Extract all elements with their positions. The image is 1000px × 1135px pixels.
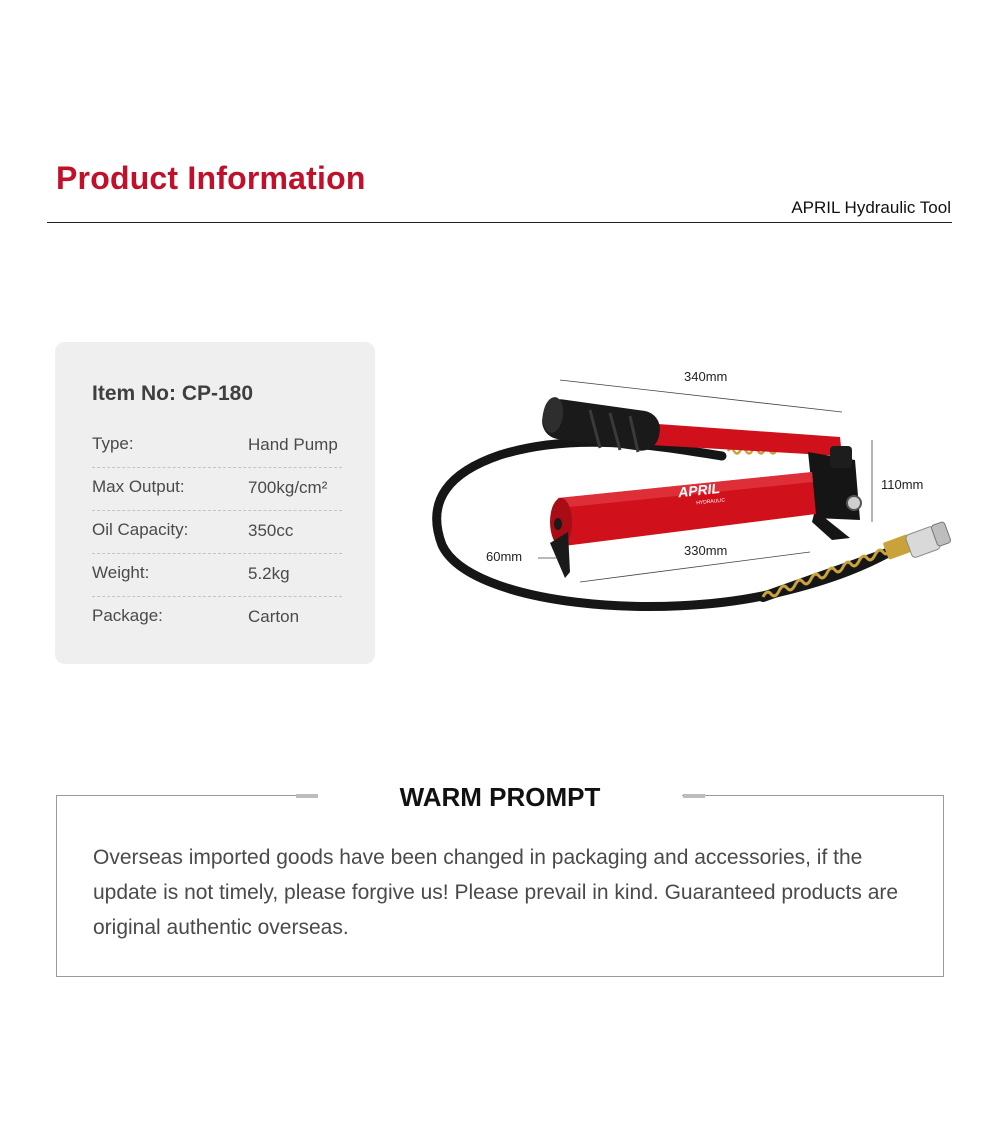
spec-row-package bbox=[92, 596, 342, 639]
pump-head bbox=[808, 446, 861, 540]
spec-value: 5.2kg bbox=[248, 564, 290, 583]
spec-card bbox=[55, 342, 375, 664]
spec-row-oil-capacity bbox=[92, 510, 342, 554]
warm-prompt-right-dash bbox=[683, 794, 705, 798]
item-number: Item No: CP-180 bbox=[92, 382, 254, 405]
foot-plate bbox=[550, 532, 570, 578]
spec-label: Weight: bbox=[92, 563, 150, 582]
brand-sub-mark: HYDRAULIC bbox=[696, 497, 726, 507]
warm-prompt-title: WARM PROMPT bbox=[399, 782, 601, 812]
hydraulic-pump-image bbox=[430, 360, 960, 630]
spec-value: 700kg/cm² bbox=[248, 478, 328, 497]
dimension-body-length: 330mm bbox=[684, 543, 728, 558]
brand-mark: APRIL bbox=[677, 479, 721, 501]
spec-value: Hand Pump bbox=[248, 435, 338, 454]
dimension-foot-width: 60mm bbox=[486, 549, 523, 564]
quick-coupler bbox=[883, 521, 952, 560]
spec-row-max-output bbox=[92, 467, 342, 511]
coupler-spring bbox=[763, 549, 891, 597]
dimension-handle-length: 340mm bbox=[684, 369, 728, 384]
spec-label: Type: bbox=[92, 434, 134, 453]
dimension-height: 110mm bbox=[881, 477, 924, 492]
spec-value: Carton bbox=[248, 607, 300, 626]
spec-value: 350cc bbox=[248, 521, 294, 540]
spec-label: Oil Capacity: bbox=[92, 520, 189, 539]
spec-row-weight bbox=[92, 553, 342, 597]
warm-prompt-text: Overseas imported goods have been changed in packaging and accessories, if the update is not timely, please forgive us! Please prevail in kind. Guaranteed products are original authentic overseas. bbox=[93, 846, 899, 939]
warm-prompt-left-dash bbox=[296, 794, 318, 798]
spec-label: Max Output: bbox=[92, 477, 185, 496]
spec-label: Package: bbox=[92, 606, 163, 625]
brand-label: APRIL Hydraulic Tool bbox=[791, 198, 951, 217]
spec-row-type bbox=[92, 424, 342, 468]
header-divider bbox=[47, 222, 952, 223]
page-title: Product Information bbox=[56, 160, 366, 196]
